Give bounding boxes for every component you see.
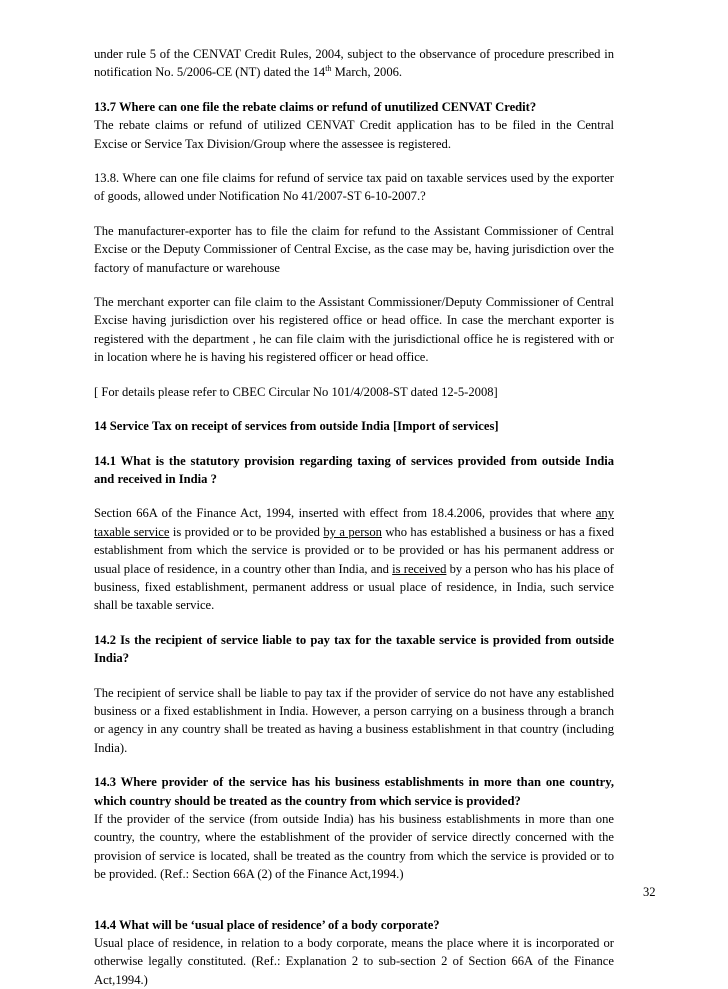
question-13-8: 13.8. Where can one file claims for refund of service tax paid on taxable services used by the exporter of goods, allowed under Notification No 41/2007-ST 6-10-2007.?	[94, 171, 614, 204]
answer-13-8-merchant: The merchant exporter can file claim to the Assistant Commissioner/Deputy Commissioner of Central Excise having jurisdiction over his registered office or head office. In case the merchant exporter is registered with the department , he can file claim with the jurisdictional office he is registered with or in location where he is having his registered officer or head office.	[94, 295, 614, 365]
paragraph-text: is provided or to be provided	[169, 524, 324, 539]
paragraph-text: who has established a business or has a fixed establishment from which the service is provided or to be provided or has his permanent address or usual place of residence, in a country other than India, and	[94, 524, 614, 576]
answer-14-2: The recipient of service shall be liable to pay tax if the provider of service do not have any established business or a fixed establishment in India. However, a person carrying on a business through a branch or agency in any country shall be treated as having a business establishment in that country (including India).	[94, 685, 614, 755]
underlined-text: by a person	[323, 524, 382, 539]
answer-14-3: If the provider of the service (from outside India) has his business establishments in more than one country, the country, where the establishment of the provider of service directly concerned with the provision of service is located, shall be treated as the country from which the service is provided or to be provided. (Ref.: Section 66A (2) of the Finance Act,1994.)	[94, 812, 614, 882]
answer-13-7: The rebate claims or refund of utilized CENVAT Credit application has to be filed in the Central Excise or Service Tax Division/Group where the assessee is registered.	[94, 118, 614, 151]
answer-14-1	[94, 504, 614, 614]
question-14-4: 14.4 What will be ‘usual place of residence’ of a body corporate?	[94, 917, 440, 932]
section-heading-14: 14 Service Tax on receipt of services from outside India [Import of services]	[94, 419, 499, 434]
question-14-2: 14.2 Is the recipient of service liable to pay tax for the taxable service is provided from outside India?	[94, 632, 614, 666]
underlined-text: any taxable service	[94, 506, 614, 539]
reference-13-8: [ For details please refer to CBEC Circular No 101/4/2008-ST dated 12-5-2008]	[94, 384, 498, 399]
paragraph-rule5	[94, 45, 614, 82]
answer-14-4: Usual place of residence, in relation to a body corporate, means the place where it is incorporated or otherwise legally constituted. (Ref.: Explanation 2 to sub-section 2 of Section 66A of the Finance Act,1994.)	[94, 936, 614, 987]
paragraph-text: under rule 5 of the CENVAT Credit Rules, 2004, subject to the observance of procedure prescribed in notification No. 5/2006-CE (NT) dated the 14	[94, 47, 614, 80]
paragraph-text: by a person who has his place of business, fixed establishment, permanent address or usual place of residence, in India, such service shall be taxable service.	[94, 561, 614, 613]
paragraph-text: Section 66A of the Finance Act, 1994, inserted with effect from 18.4.2006, provides that where	[94, 506, 596, 521]
paragraph-text: March, 2006.	[331, 65, 403, 80]
question-14-1: 14.1 What is the statutory provision regarding taxing of services provided from outside India and received in India ?	[94, 453, 614, 486]
superscript: th	[325, 64, 332, 74]
page-number: 32	[643, 885, 656, 899]
question-13-7: 13.7 Where can one file the rebate claims or refund of unutilized CENVAT Credit?	[94, 99, 537, 114]
question-14-3: 14.3 Where provider of the service has his business establishments in more than one country, which country should be treated as the country from which service is provided?	[94, 775, 614, 808]
answer-13-8-manufacturer: The manufacturer-exporter has to file the claim for refund to the Assistant Commissioner of Central Excise or the Deputy Commissioner of Central Excise, as the case may be, having jurisdiction over the factory of manufacture or warehouse	[94, 223, 614, 275]
underlined-text: is received	[392, 561, 447, 576]
document-page	[94, 45, 614, 989]
